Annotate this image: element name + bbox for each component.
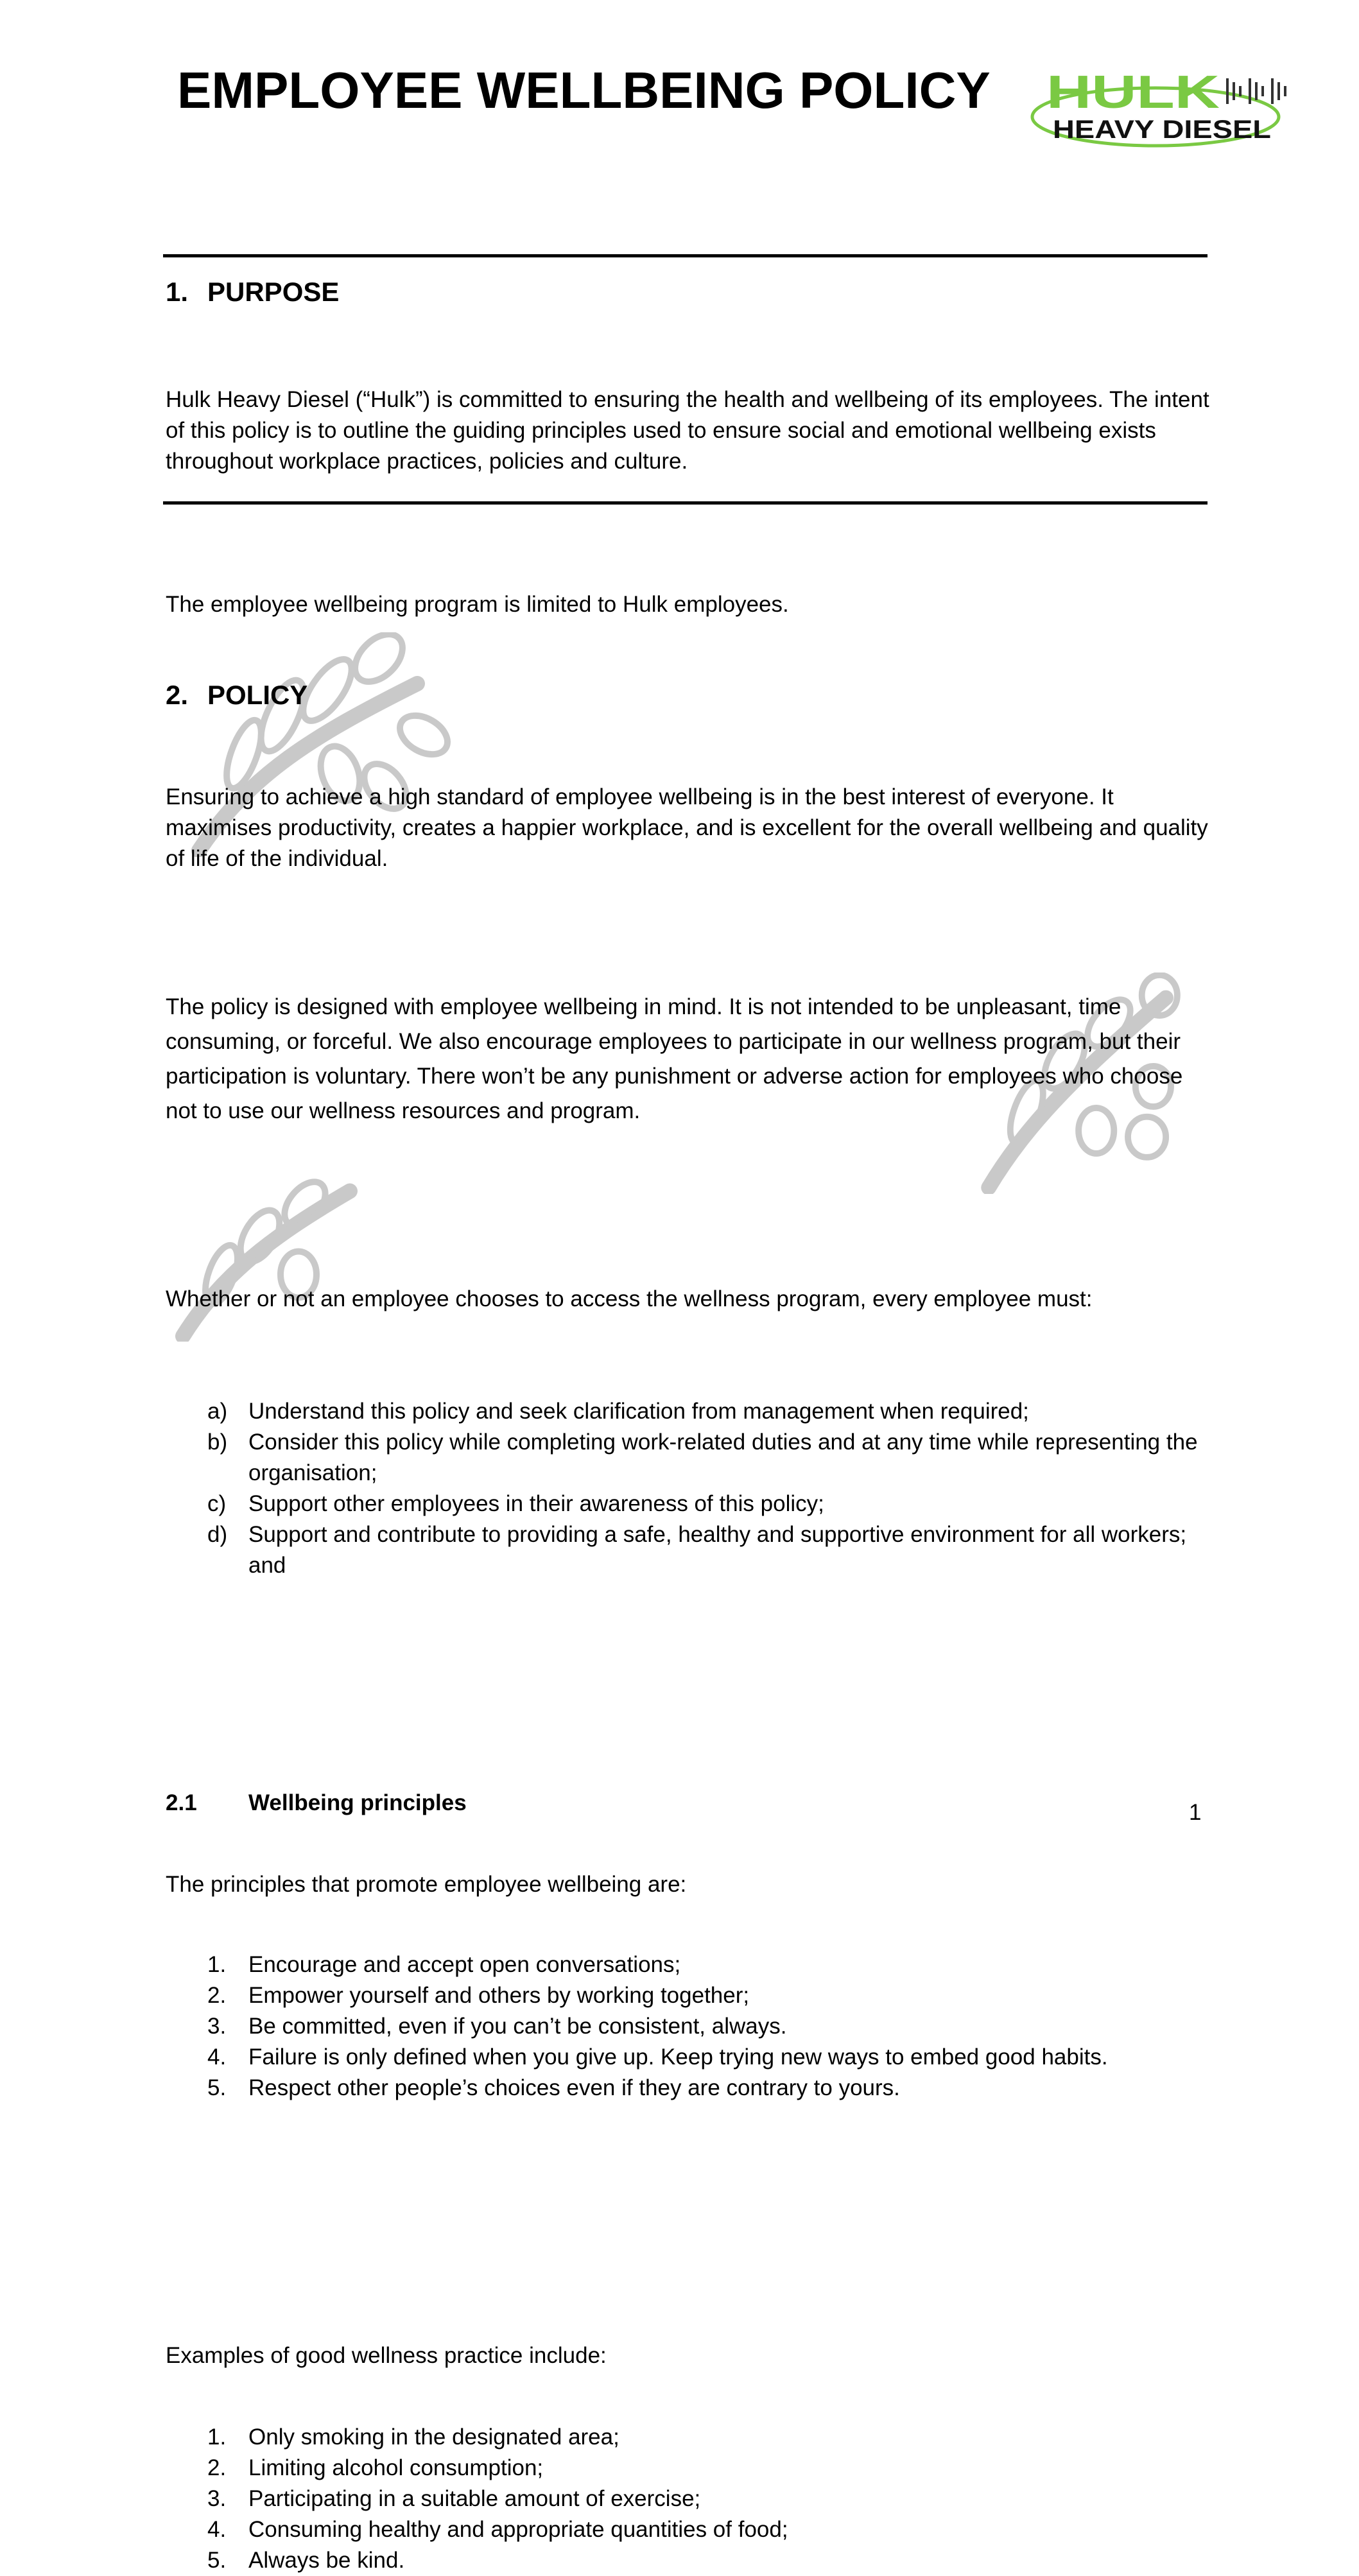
section-title: POLICY xyxy=(207,680,308,710)
principles-intro: The principles that promote employee wellbeing are: xyxy=(166,1872,687,1897)
examples-list xyxy=(166,2422,1218,2576)
list-item-text: Respect other people’s choices even if they are contrary to yours. xyxy=(248,2075,900,2100)
list-marker: 2. xyxy=(207,2455,227,2480)
list-marker: 5. xyxy=(207,2548,227,2573)
subsection-title: Wellbeing principles xyxy=(248,1790,467,1815)
list-item xyxy=(166,2453,1218,2484)
list-item-text: Participating in a suitable amount of exercise; xyxy=(248,2486,701,2511)
svg-text:HEAVY DIESEL: HEAVY DIESEL xyxy=(1053,116,1271,144)
list-marker: 1. xyxy=(207,1952,227,1977)
list-item xyxy=(166,1396,1218,1427)
list-item xyxy=(166,2422,1218,2453)
section-heading-policy xyxy=(166,679,1359,711)
list-item xyxy=(166,1980,1218,2011)
list-item xyxy=(166,1949,1218,1980)
list-marker: b) xyxy=(207,1430,228,1455)
list-marker: 4. xyxy=(207,2517,227,2542)
list-marker: 3. xyxy=(207,2014,227,2039)
subsection-number: 2.1 xyxy=(166,1790,197,1815)
list-marker: 4. xyxy=(207,2044,227,2070)
leaf-branch-watermark-icon xyxy=(170,1171,376,1342)
section-divider xyxy=(163,254,1208,257)
list-marker: 5. xyxy=(207,2075,227,2100)
list-item xyxy=(166,1519,1218,1581)
list-marker: a) xyxy=(207,1399,228,1424)
list-item-text: Support other employees in their awareness of this policy; xyxy=(248,1491,824,1516)
obligations-list xyxy=(166,1396,1218,1581)
section-divider xyxy=(163,501,1208,505)
policy-paragraph: The policy is designed with employee wellbeing in mind. It is not intended to be unpleasant, time consuming, or forceful. We also encourage employees to participate in our wellness program, but their participation is voluntary. There won’t be any punishment or adverse action for employees who choose not to use our wellness resources and program. xyxy=(166,994,1183,1123)
list-item xyxy=(166,2073,1218,2104)
list-item-text: Limiting alcohol consumption; xyxy=(248,2455,544,2480)
list-item-text: Consuming healthy and appropriate quantities of food; xyxy=(248,2517,788,2542)
policy-paragraph: Ensuring to achieve a high standard of employee wellbeing is in the best interest of everyone. It maximises productivity, creates a happier workplace, and is excellent for the overall wellbeing and quality of life of the individual. xyxy=(166,784,1208,871)
page-number: 1 xyxy=(1189,1800,1202,1825)
list-item-text: Only smoking in the designated area; xyxy=(248,2425,619,2450)
document-title: EMPLOYEE WELLBEING POLICY xyxy=(177,62,991,119)
list-item xyxy=(166,2545,1218,2576)
svg-text:HULK: HULK xyxy=(1046,67,1220,118)
list-item-text: Understand this policy and seek clarification from management when required; xyxy=(248,1399,1029,1424)
list-item xyxy=(166,1489,1218,1519)
list-marker: 2. xyxy=(207,1983,227,2008)
list-item-text: Support and contribute to providing a safe, healthy and supportive environment for all workers; and xyxy=(248,1522,1187,1578)
examples-intro: Examples of good wellness practice include: xyxy=(166,2343,607,2368)
list-item xyxy=(166,2011,1218,2042)
list-marker: 3. xyxy=(207,2486,227,2511)
list-item-text: Encourage and accept open conversations; xyxy=(248,1952,681,1977)
purpose-paragraph: Hulk Heavy Diesel (“Hulk”) is committed to ensuring the health and wellbeing of its employees. The intent of this policy is to outline the guiding principles used to ensure social and emotional wellbeing exists throughout workplace practices, policies and culture. xyxy=(166,387,1209,474)
section-number: 2. xyxy=(166,680,189,710)
section-title: PURPOSE xyxy=(207,277,340,307)
principles-list xyxy=(166,1949,1218,2104)
section-number: 1. xyxy=(166,277,189,307)
list-item xyxy=(166,1427,1218,1489)
purpose-paragraph: The employee wellbeing program is limited to Hulk employees. xyxy=(166,592,789,617)
list-item-text: Failure is only defined when you give up. Keep trying new ways to embed good habits. xyxy=(248,2044,1108,2070)
policy-paragraph: Whether or not an employee chooses to access the wellness program, every employee must: xyxy=(166,1286,1093,1311)
list-item-text: Empower yourself and others by working together; xyxy=(248,1983,750,2008)
list-marker: 1. xyxy=(207,2425,227,2450)
subsection-heading-principles xyxy=(166,1788,1359,1819)
list-item xyxy=(166,2484,1218,2514)
list-item-text: Always be kind. xyxy=(248,2548,405,2573)
list-marker: c) xyxy=(207,1491,227,1516)
list-marker: d) xyxy=(207,1522,228,1547)
list-item xyxy=(166,2514,1218,2545)
section-heading-purpose xyxy=(166,276,1359,308)
list-item-text: Consider this policy while completing work-related duties and at any time while representing the organisation; xyxy=(248,1430,1198,1485)
list-item-text: Be committed, even if you can’t be consistent, always. xyxy=(248,2014,787,2039)
list-item xyxy=(166,2042,1218,2073)
